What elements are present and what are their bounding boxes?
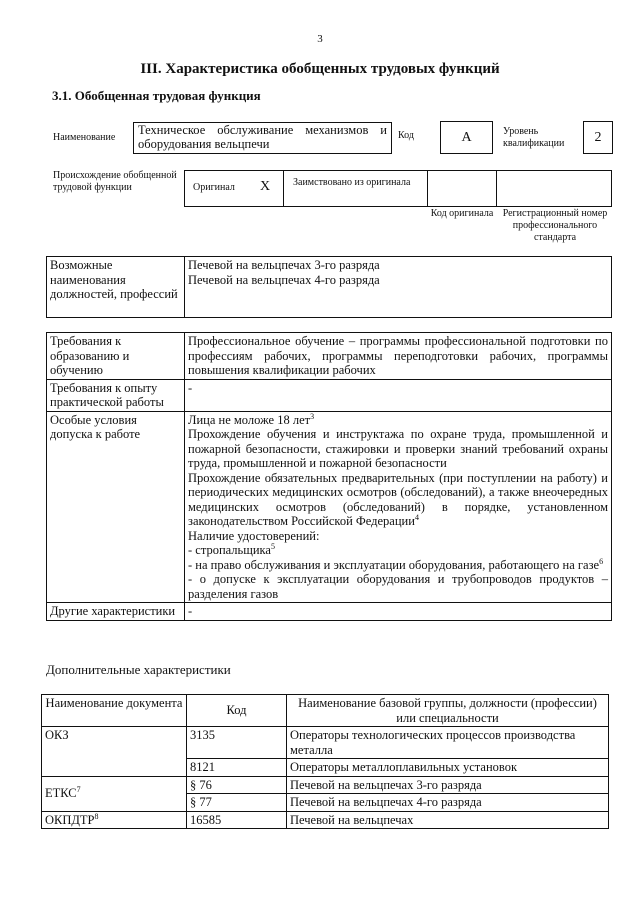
condition-item: Лица не моложе 18 лет$^3$ — [188, 411, 315, 427]
group-name-cell: Операторы металлоплавильных установок — [287, 759, 609, 777]
group-name-cell: Печевой на вельцпечах — [287, 811, 609, 829]
code-cell: 16585 — [187, 811, 287, 829]
experience-label: Требования к опыту практической работы — [47, 379, 185, 411]
table-row — [42, 811, 609, 829]
condition-item: Прохождение обязательных предварительных (при поступлении на работу) и периодических медицинских осмотров (обследований), а также внеочередных медицинских осмотров (обследований) в порядке, установленном законодательством Российской Федерации$^4$ — [188, 470, 608, 528]
reg-number-caption: Регистрационный номер профессионального стандарта — [502, 208, 608, 243]
level-value: 2 — [594, 130, 602, 145]
page-number: 3 — [317, 33, 323, 45]
origin-divider-1 — [283, 170, 284, 207]
header-code: Код — [187, 695, 287, 727]
section-title: III. Характеристика обобщенных трудовых функций — [140, 61, 500, 77]
level-value-box — [583, 121, 613, 154]
experience-value: - — [185, 379, 612, 411]
name-value-box — [133, 122, 392, 154]
code-cell: § 77 — [187, 794, 287, 812]
subsection-title: 3.1. Обобщенная трудовая функция — [52, 88, 261, 103]
requirements-table — [46, 332, 612, 621]
group-name-cell: Печевой на вельцпечах 4-го разряда — [287, 794, 609, 812]
condition-item: Прохождение обучения и инструктажа по охране труда, промышленной и пожарной безопасности, стажировки и проверки знаний требований охраны труда, промышленной и пожарной безопасности — [188, 427, 608, 470]
header-document: Наименование документа — [42, 695, 187, 727]
level-label: Уровень квалификации — [503, 126, 565, 149]
code-value-box — [440, 121, 493, 154]
original-label: Оригинал — [193, 182, 235, 193]
education-value: Профессиональное обучение – программы профессиональной подготовки по профессиям рабочих, программы переподготовки рабочих, программы повышения квалификации рабочих — [185, 333, 612, 380]
doc-cell: ЕТКС$^7$ — [42, 776, 187, 811]
condition-item: Наличие удостоверений: — [188, 528, 320, 543]
positions-table — [46, 256, 612, 318]
position-item: Печевой на вельцпечах 4-го разряда — [188, 272, 380, 287]
table-row — [42, 727, 609, 759]
additional-heading: Дополнительные характеристики — [46, 662, 231, 677]
conditions-value — [185, 411, 612, 603]
name-value: Техническое обслуживание механизмов и оборудования вельцпечи — [138, 123, 387, 151]
group-name-cell: Операторы технологических процессов производства металла — [287, 727, 609, 759]
code-cell: 3135 — [187, 727, 287, 759]
positions-label: Возможные наименования должностей, профессий — [47, 257, 185, 318]
condition-item: - о допуске к эксплуатации оборудования и трубопроводов продуктов – разделения газов — [188, 572, 608, 601]
positions-values — [185, 257, 612, 318]
other-label: Другие характеристики — [47, 603, 185, 621]
doc-cell: ОКЗ — [42, 727, 187, 777]
other-value: - — [185, 603, 612, 621]
borrowed-label: Заимствовано из оригинала — [293, 177, 411, 188]
group-name-cell: Печевой на вельцпечах 3-го разряда — [287, 776, 609, 794]
education-label: Требования к образованию и обучению — [47, 333, 185, 380]
code-label: Код — [398, 130, 414, 141]
name-label: Наименование — [53, 132, 116, 143]
header-group-name: Наименование базовой группы, должности (профессии) или специальности — [287, 695, 609, 727]
condition-item: - стропальщика$^5$ — [188, 541, 275, 557]
code-cell: § 76 — [187, 776, 287, 794]
code-cell: 8121 — [187, 759, 287, 777]
table-row — [42, 776, 609, 794]
code-value: А — [461, 130, 472, 145]
origin-label: Происхождение обобщенной трудовой функции — [53, 170, 177, 193]
origin-divider-3 — [496, 170, 497, 207]
position-item: Печевой на вельцпечах 3-го разряда — [188, 258, 380, 272]
additional-table — [41, 694, 609, 829]
doc-cell: ОКПДТР$^8$ — [42, 811, 187, 829]
condition-item: - на право обслуживания и эксплуатации оборудования, работающего на газе$^6$ — [188, 556, 604, 572]
origin-divider-2 — [427, 170, 428, 207]
original-mark: X — [260, 179, 271, 194]
conditions-label: Особые условия допуска к работе — [47, 411, 185, 603]
code-original-caption: Код оригинала — [430, 208, 494, 219]
